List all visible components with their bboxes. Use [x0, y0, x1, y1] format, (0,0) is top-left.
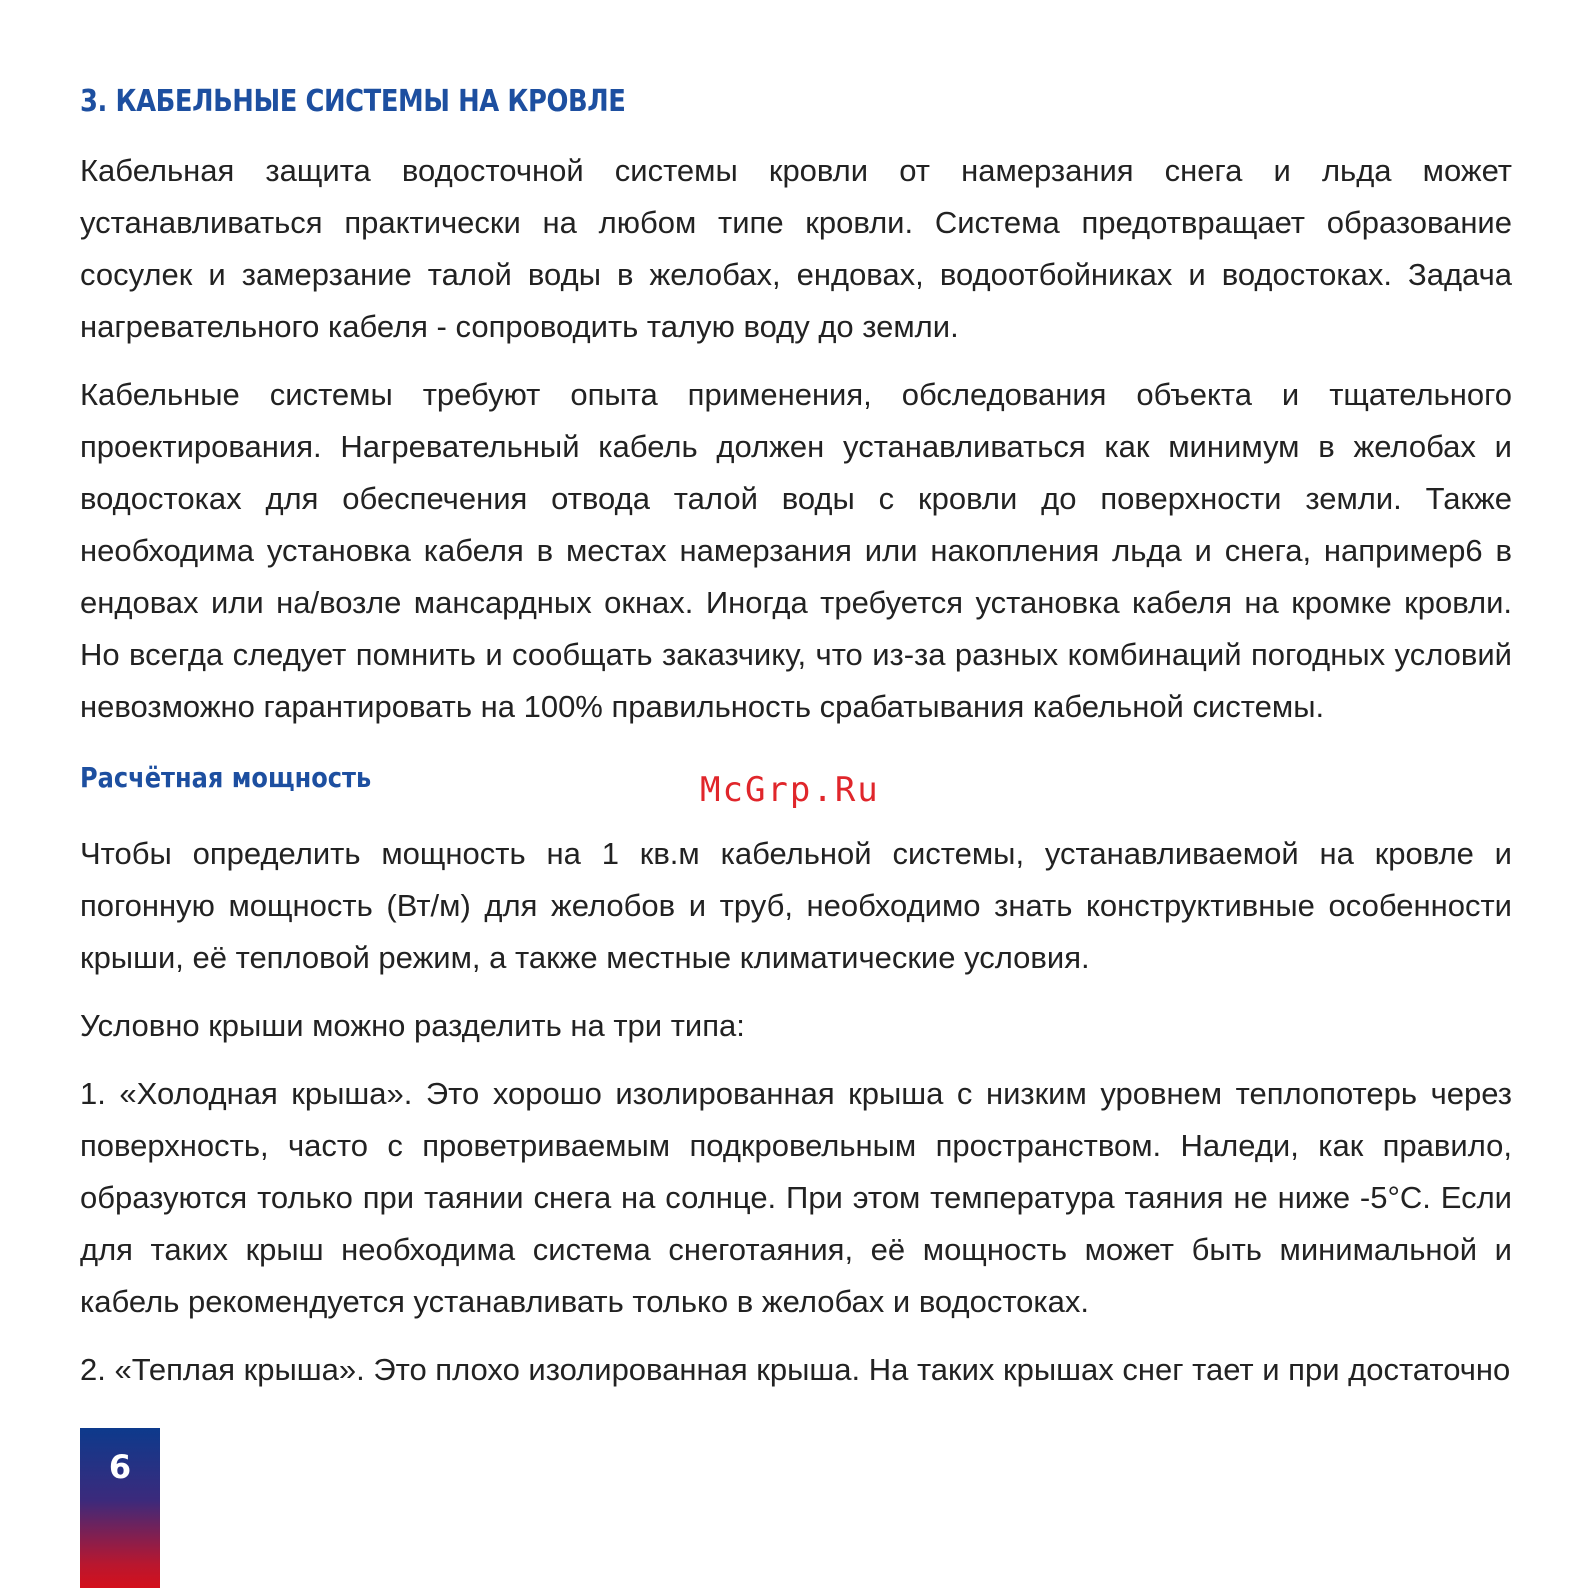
paragraph-roof-types: Условно крыши можно разделить на три типа:: [80, 1008, 745, 1043]
subsection-title: Расчётная мощность: [80, 761, 372, 794]
page-content: [80, 84, 1512, 1412]
paragraph-intro: Кабельная защита водосточной системы кровли от намерзания снега и льда может устанавливаться практически на любом типе кровли. Система предотвращает образование сосулек и замерзание талой воды в желобах, ендовах, водоотбойниках и водостоках. Задача нагревательного кабеля - сопроводить талую воду до земли.: [80, 153, 1512, 344]
page-number: 6: [108, 1448, 132, 1486]
paragraph-cold-roof: 1. «Холодная крыша». Это хорошо изолированная крыша с низким уровнем теплопотерь через поверхность, часто с проветриваемым подкровельным пространством. Наледи, как правило, образуются только при таянии снега на солнце. При этом температура таяния не ниже -5°С. Если для таких крыш необходима система снеготаяния, её мощность может быть минимальной и кабель рекомендуется устанавливать только в желобах и водостоках.: [80, 1076, 1512, 1319]
section-title: 3. КАБЕЛЬНЫЕ СИСТЕМЫ НА КРОВЛЕ: [80, 84, 626, 119]
paragraph-warm-roof: 2. «Теплая крыша». Это плохо изолированная крыша. На таких крышах снег тает и при достаточно: [80, 1352, 1511, 1387]
paragraph-requirements: Кабельные системы требуют опыта применения, обследования объекта и тщательного проектирования. Нагревательный кабель должен устанавливаться как минимум в желобах и водостоках для обеспечения отвода талой воды с кровли до поверхности земли. Также необходима установка кабеля в местах намерзания или накопления льда и снега, например6 в ендовах или на/возле мансардных окнах. Иногда требуется установка кабеля на кромке кровли. Но всегда следует помнить и сообщать заказчику, что из-за разных комбинаций погодных условий невозможно гарантировать на 100% правильность срабатывания кабельной системы.: [80, 377, 1512, 724]
watermark-text: McGrp.Ru: [700, 770, 880, 810]
page-number-tab: [80, 1428, 160, 1588]
paragraph-power: Чтобы определить мощность на 1 кв.м кабельной системы, устанавливаемой на кровле и погонную мощность (Вт/м) для желобов и труб, необходимо знать конструктивные особенности крыши, её тепловой режим, а также местные климатические условия.: [80, 836, 1512, 975]
